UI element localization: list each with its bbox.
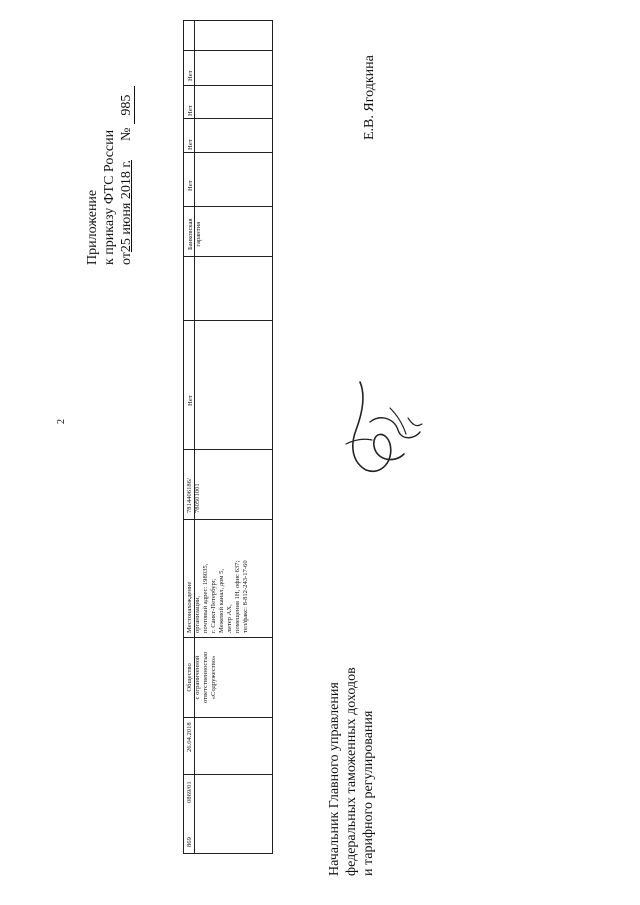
flag-value: Нет bbox=[187, 70, 194, 81]
organization-address bbox=[186, 560, 250, 633]
signatory-position bbox=[326, 606, 377, 876]
position-line: Начальник Главного управления bbox=[327, 682, 342, 876]
address-line: г. Санкт-Петербург, bbox=[210, 578, 217, 633]
date-prefix: от bbox=[119, 252, 134, 265]
inn-kpp bbox=[186, 478, 202, 513]
registry-table bbox=[183, 20, 273, 854]
column-no-value: Нет bbox=[187, 395, 194, 406]
appendix-header bbox=[84, 15, 135, 265]
address-line: Межевой канал, дом 5, bbox=[218, 568, 225, 633]
flag-value: Нет bbox=[187, 180, 194, 191]
address-line: почтовый адрес: 198035, bbox=[202, 563, 209, 633]
page-number: 2 bbox=[56, 419, 67, 424]
number-label: № bbox=[119, 127, 134, 142]
organization-name-line: Общество bbox=[186, 663, 193, 692]
position-line: и тарифного регулирования bbox=[361, 710, 376, 876]
table-divider bbox=[184, 519, 272, 520]
table-divider bbox=[184, 637, 272, 638]
table-divider bbox=[184, 774, 272, 775]
order-number: 985 bbox=[120, 86, 135, 124]
registration-date: 26.04.2018 bbox=[186, 722, 193, 752]
order-date: 25 июня 2018 г. bbox=[119, 160, 134, 253]
address-line: организации, bbox=[194, 595, 201, 633]
order-reference: к приказу ФТС России bbox=[102, 129, 117, 265]
row-index: 869 bbox=[186, 837, 193, 847]
inn-kpp-line: 7814406186/ bbox=[186, 478, 193, 513]
table-divider bbox=[184, 717, 272, 718]
registration-number: 0869/01 bbox=[186, 781, 193, 803]
table-divider bbox=[184, 320, 272, 321]
table-divider bbox=[184, 152, 272, 153]
address-line: тел/факс: 8-812-243-17-60 bbox=[242, 560, 249, 633]
address-line: Местонахождение bbox=[186, 581, 193, 633]
table-divider bbox=[184, 85, 272, 86]
flag-value: Нет bbox=[187, 105, 194, 116]
table-divider bbox=[184, 449, 272, 450]
guarantee-line: Банковская bbox=[187, 218, 194, 250]
inn-kpp-line: 780501001 bbox=[194, 483, 201, 513]
organization-name-line: «Содружество» bbox=[210, 655, 217, 700]
signature-image bbox=[332, 374, 424, 480]
table-divider bbox=[184, 256, 272, 257]
organization-name-line: с ограниченной bbox=[194, 655, 201, 700]
address-line: литер АХ, bbox=[226, 604, 233, 633]
table-divider bbox=[184, 206, 272, 207]
address-line: помещения 1Н, офис 637; bbox=[234, 560, 241, 633]
position-line: федеральных таможенных доходов bbox=[344, 667, 359, 876]
appendix-title: Приложение bbox=[85, 189, 100, 265]
signatory-name: Е.В. Ягодкина bbox=[362, 55, 377, 140]
guarantee-type bbox=[187, 219, 203, 250]
guarantee-line: гарантия bbox=[195, 221, 202, 247]
flag-value: Нет bbox=[187, 139, 194, 150]
organization-name bbox=[186, 652, 218, 703]
order-date-line bbox=[118, 15, 135, 265]
table-divider bbox=[184, 118, 272, 119]
table-divider bbox=[184, 50, 272, 51]
organization-name-line: ответственностью bbox=[202, 651, 209, 703]
